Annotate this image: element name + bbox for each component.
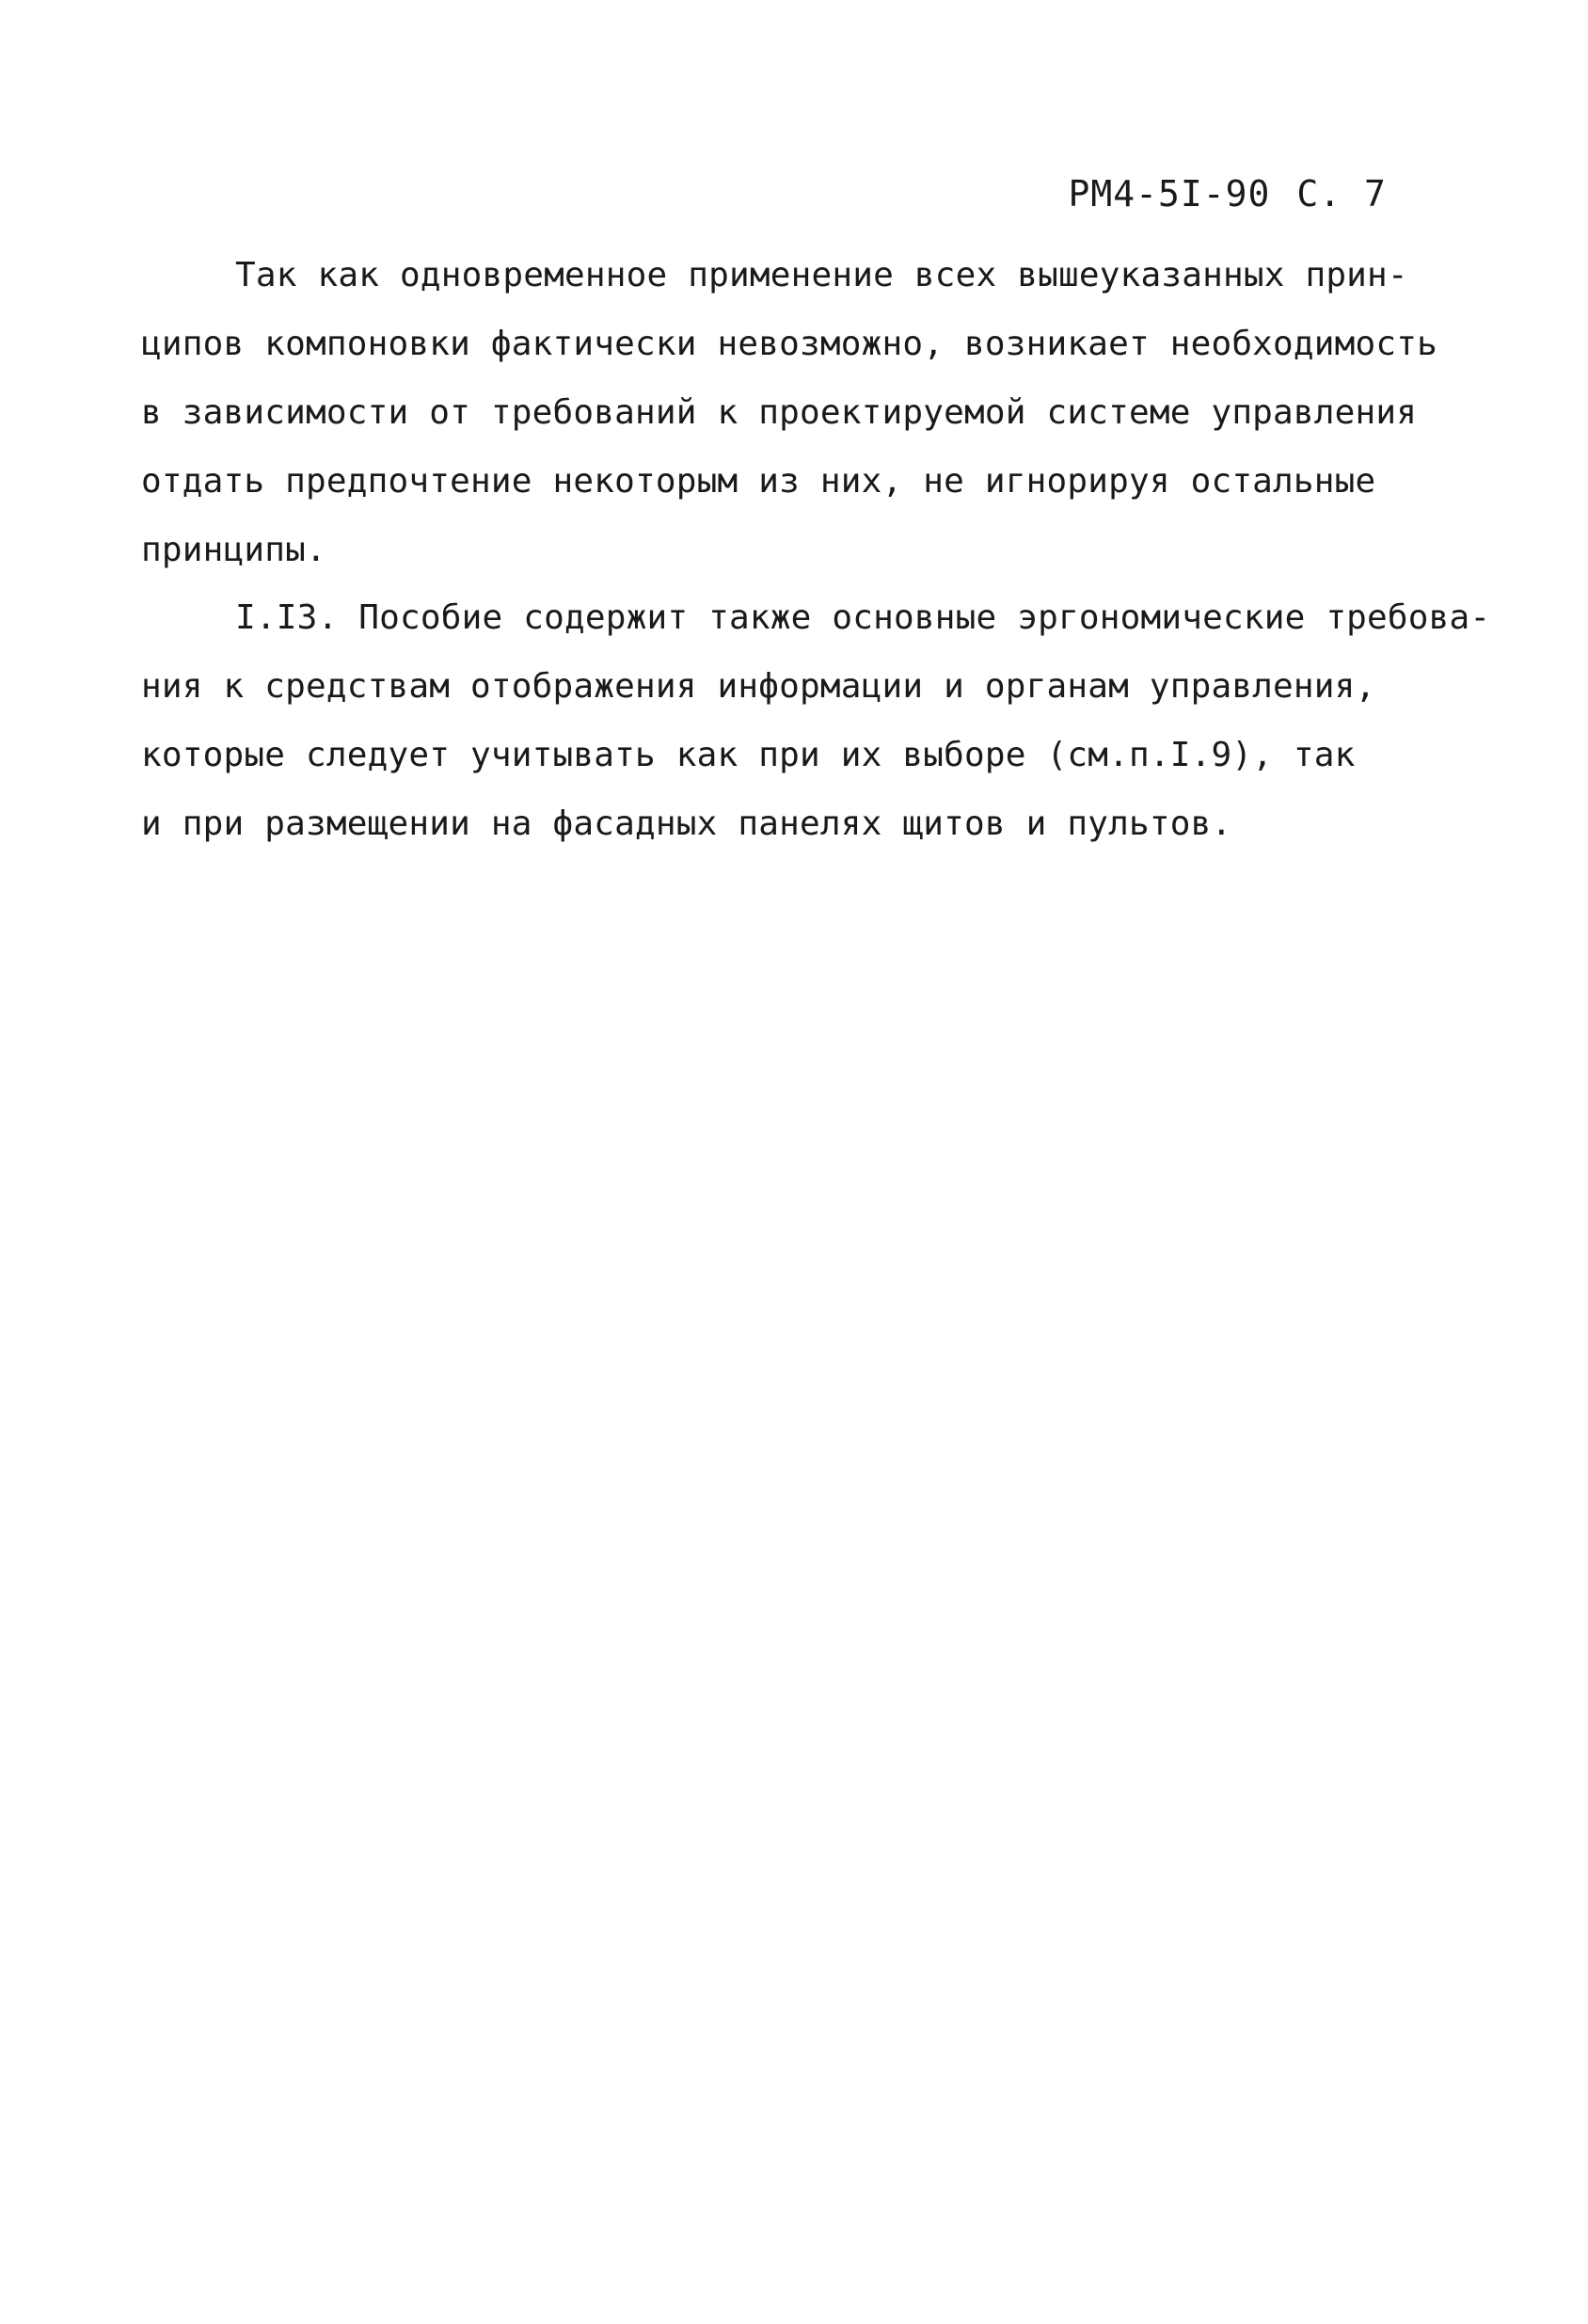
- paragraph-section-1-13: [141, 583, 1496, 858]
- text-line: I.I3. Пособие содержит также основные эргономические требова-: [235, 598, 1491, 637]
- text-line: ципов компоновки фактически невозможно, возникает необходимость: [141, 325, 1438, 363]
- text-line: ния к средствам отображения информации и органам управления,: [141, 667, 1376, 706]
- text-line: Так как одновременное применение всех вышеуказанных прин-: [235, 256, 1408, 294]
- text-line: в зависимости от требований к проектируемой системе управления: [141, 393, 1418, 432]
- text-line: отдать предпочтение некоторым из них, не игнорируя остальные: [141, 462, 1376, 501]
- paragraph-layout-principles: [141, 241, 1496, 584]
- text-line: и при размещении на фасадных панелях щитов и пультов.: [141, 804, 1232, 843]
- page-header: [978, 132, 1387, 256]
- document-code: РМ4-5I-90: [1068, 173, 1271, 215]
- page-number: С. 7: [1296, 173, 1387, 215]
- text-line: принципы.: [141, 531, 326, 569]
- text-line: которые следует учитывать как при их выборе (см.п.I.9), так: [141, 736, 1356, 774]
